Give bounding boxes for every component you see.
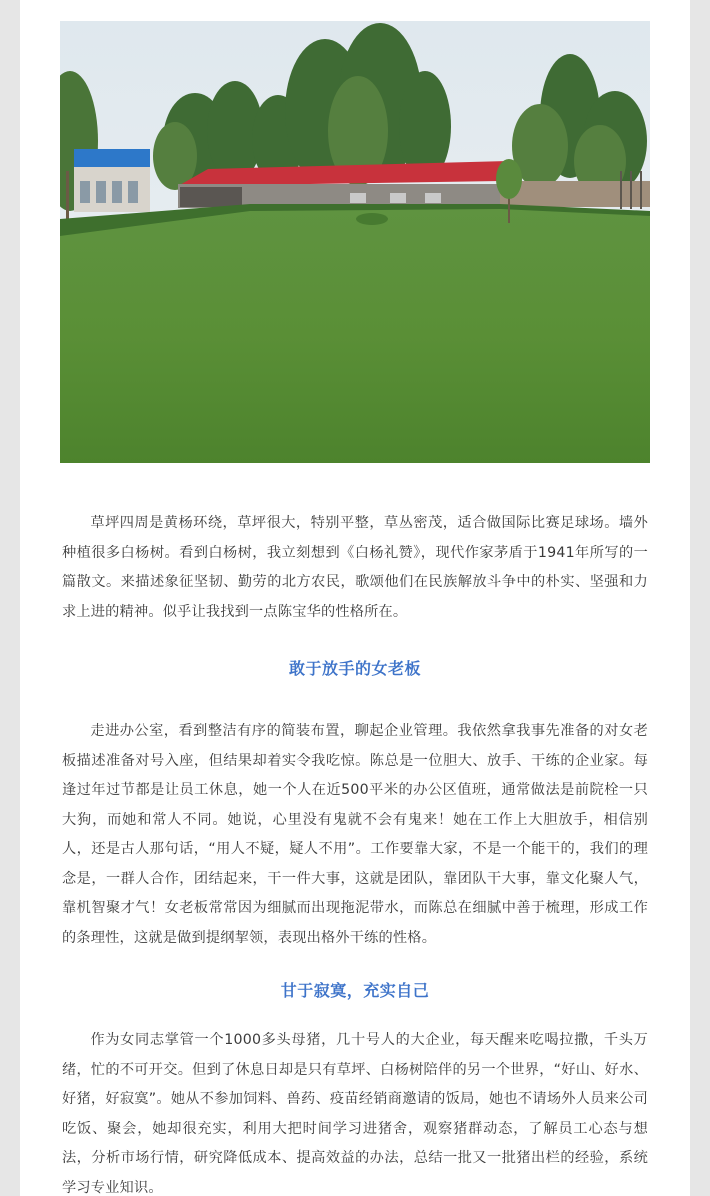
paragraph-lawn-description: 草坪四周是黄杨环绕，草坪很大，特别平整，草丛密茂，适合做国际比赛足球场。墙外种植很多白杨树。看到白杨树，我立刻想到《白杨礼赞》，现代作家茅盾于1941年所写的一篇散文。来描述象征坚韧、勤劳的北方农民，歌颂他们在民族解放斗争中的朴实、坚强和力求上进的精神。似乎让我找到一点陈宝华的性格所在。 <box>62 515 648 620</box>
lawn-photo <box>60 21 650 463</box>
section-heading-bold-boss: 敢于放手的女老板 <box>288 659 421 678</box>
paragraph-self-improvement: 作为女同志掌管一个1000多头母猪，几十号人的大企业，每天醒来吃喝拉撒，千头万绪，忙的不可开交。但到了休息日却是只有草坪、白杨树陪伴的另一个世界，“好山、好水、好猪，好寂寞”。她从不参加饲料、兽药、疫苗经销商邀请的饭局，她也不请场外人员来公司吃饭、聚会，她却很充实，利用大把时间学习进猪舍，观察猪群动态，了解员工心态与想法，分析市场行情，研究降低成本、提高效益的办法，总结一批又一批猪出栏的经验，系统学习专业知识。 <box>62 1032 648 1196</box>
article-page <box>20 0 690 1196</box>
section-heading-solitude: 甘于寂寞，充实自己 <box>280 981 430 1000</box>
lawn-photo-illustration <box>60 21 650 463</box>
paragraph-management-style: 走进办公室，看到整洁有序的简装布置，聊起企业管理。我依然拿我事先准备的对女老板描述准备对号入座，但结果却着实令我吃惊。陈总是一位胆大、放手、干练的企业家。每逢过年过节都是让员工休息，她一个人在近500平米的办公区值班，通常做法是前院栓一只大狗，而她和常人不同。她说，心里没有鬼就不会有鬼来！她在工作上大胆放手，相信别人，还是古人那句话，“用人不疑，疑人不用”。工作要靠大家，不是一个能干的，我们的理念是，一群人合作，团结起来，干一件大事，这就是团队，靠团队干大事，靠文化聚人气，靠机智聚才气！女老板常常因为细腻而出现拖泥带水，而陈总在细腻中善于梳理，形成工作的条理性，这就是做到提纲挈领，表现出格外干练的性格。 <box>62 723 648 946</box>
